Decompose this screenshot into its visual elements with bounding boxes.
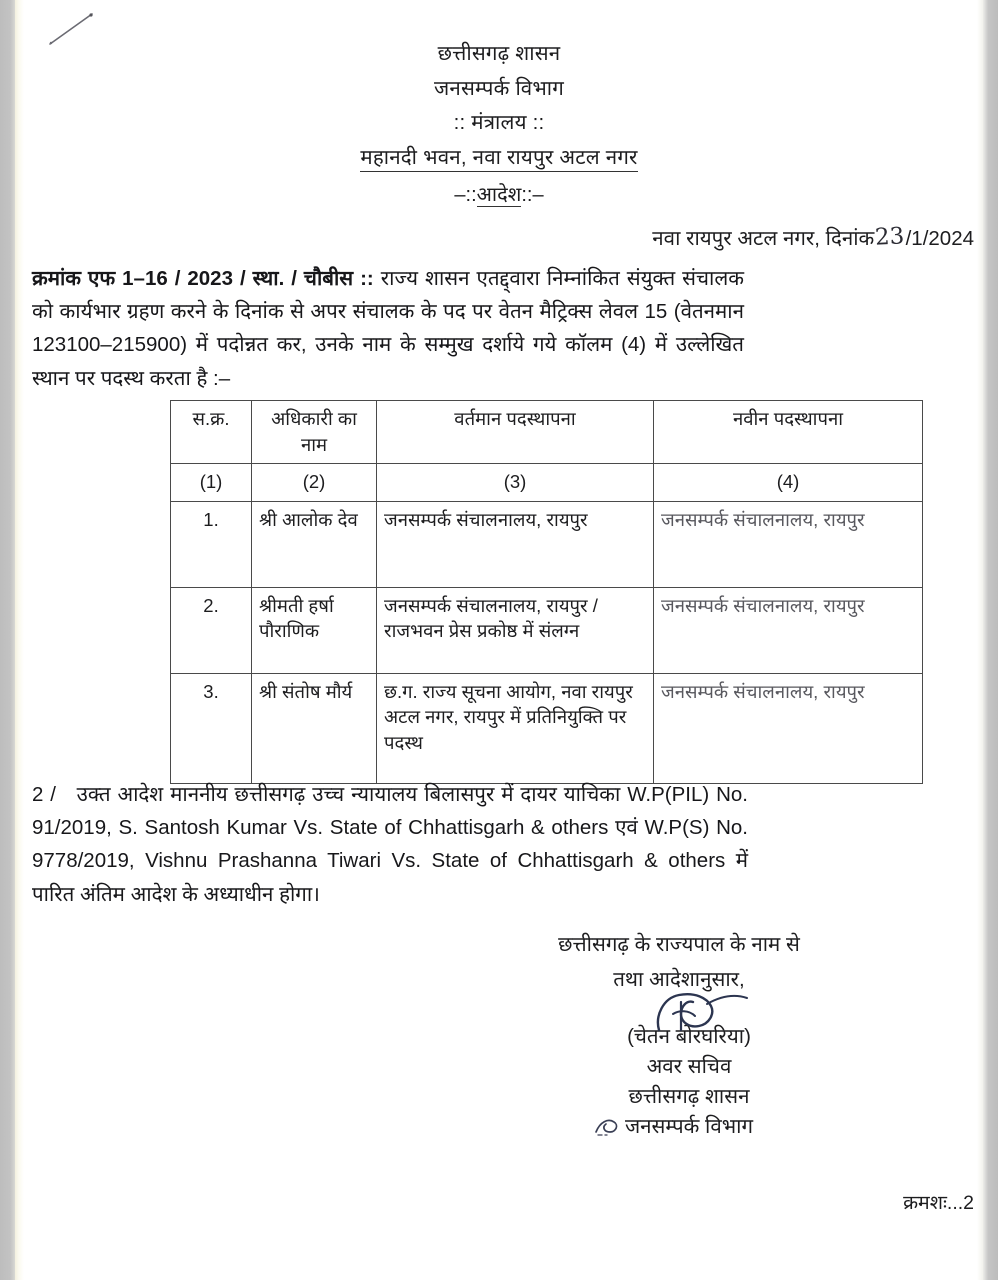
reference-paragraph [32, 262, 744, 395]
table-column-number-row [171, 464, 923, 502]
row-new-posting: जनसम्पर्क संचालनालय, रायपुर [654, 501, 923, 587]
row-serial: 3. [171, 673, 252, 783]
table-row [171, 587, 923, 673]
scan-page-fold-left [15, 0, 24, 1280]
page-continuation-note: क्रमशः...2 [903, 1192, 974, 1214]
clause-2-text: उक्त आदेश माननीय छत्तीसगढ़ उच्च न्यायालय बिलासपुर में दायर याचिका W.P(PIL) No. 91/2019, S. Santosh Kumar Vs. State of Chhattisgarh & others एवं W.P(S) No. 9778/2019, Vishnu Prashanna Tiwari Vs. State of Chhattisgarh & others में पारित अंतिम आदेश के अध्याधीन होगा। [32, 783, 748, 906]
order-heading-prefix: –:: [454, 184, 477, 206]
date-month: 1 [911, 227, 923, 250]
row-new-posting: जनसम्पर्क संचालनालय, रायपुर [654, 673, 923, 783]
table-row [171, 673, 923, 783]
table-header-new-posting: नवीन पदस्थापना [654, 401, 923, 464]
posting-table-wrapper [163, 400, 923, 784]
row-current-posting: जनसम्पर्क संचालनालय, रायपुर [377, 501, 654, 587]
order-heading-word: आदेश [476, 184, 522, 206]
date-year: 2024 [928, 227, 974, 250]
scan-page-fold-right [977, 0, 983, 1280]
column-number-1: (1) [171, 464, 252, 502]
row-officer-name: श्री आलोक देव [252, 501, 377, 587]
order-heading-suffix: ::– [521, 184, 544, 206]
scan-edge-right [983, 0, 998, 1280]
letterhead-line-department: जनसम्पर्क विभाग [433, 76, 565, 100]
table-row [171, 501, 923, 587]
column-number-4: (4) [654, 464, 923, 502]
reference-number: क्रमांक एफ 1–16 / 2023 / स्था. / चौबीस :: [32, 267, 374, 290]
clause-2-paragraph [32, 778, 748, 911]
letterhead-line-government: छत्तीसगढ़ शासन [437, 42, 561, 65]
scan-edge-left [0, 0, 15, 1280]
clause-2-number: 2 / [32, 783, 56, 806]
place-text: नवा रायपुर अटल नगर, दिनांक [652, 227, 875, 250]
row-current-posting: जनसम्पर्क संचालनालय, रायपुर / राजभवन प्रेस प्रकोष्ठ में संलग्न [377, 587, 654, 673]
row-officer-name: श्रीमती हर्षा पौराणिक [252, 587, 377, 673]
closing-line-2: तथा आदेशानुसार, [613, 967, 745, 991]
date-separator-2: / [922, 227, 929, 250]
place-and-date-line [24, 224, 998, 252]
letterhead [24, 44, 974, 168]
handwritten-initial-mark [592, 1114, 626, 1138]
document-body [24, 0, 974, 1280]
row-current-posting: छ.ग. राज्य सूचना आयोग, नवा रायपुर अटल नगर, रायपुर में प्रतिनियुक्ति पर पदस्थ [377, 673, 654, 783]
table-header-row [171, 401, 923, 464]
reference-body-text: राज्य शासन एतद्द्वारा निम्नांकित संयुक्त संचालक को कार्यभार ग्रहण करने के दिनांक से अपर संचालक के पद पर वेतन मैट्रिक्स लेवल 15 (वेतनमान 123100–215900) में पदोन्नत कर, उनके नाम के सम्मुख दर्शाये गये कॉलम (4) में उल्लेखित स्थान पर पदस्थ करता है :– [32, 267, 745, 390]
signatory-designation: अवर सचिव [646, 1054, 732, 1078]
column-number-2: (2) [252, 464, 377, 502]
letterhead-line-address [24, 145, 974, 169]
letterhead-address-text: महानदी भवन, नवा रायपुर अटल नगर [360, 146, 637, 172]
date-separator-1: / [905, 227, 912, 250]
order-heading [24, 180, 974, 207]
column-number-3: (3) [377, 464, 654, 502]
table-header-current-posting: वर्तमान पदस्थापना [377, 401, 654, 464]
row-serial: 1. [171, 501, 252, 587]
signature-block [494, 1022, 884, 1142]
signatory-government: छत्तीसगढ़ शासन [628, 1084, 750, 1108]
posting-table [170, 400, 923, 784]
signatory-department-line [494, 1112, 884, 1142]
row-new-posting: जनसम्पर्क संचालनालय, रायपुर [654, 587, 923, 673]
row-serial: 2. [171, 587, 252, 673]
signatory-name: (चेतन बोरघरिया) [627, 1025, 751, 1048]
signatory-department: जनसम्पर्क विभाग [624, 1114, 754, 1138]
closing-block [464, 930, 894, 996]
date-day-handwritten: 23 [874, 223, 906, 251]
table-header-officer-name: अधिकारी का नाम [252, 401, 377, 464]
letterhead-line-ministry: :: मंत्रालय :: [453, 111, 545, 134]
closing-line-1: छत्तीसगढ़ के राज्यपाल के नाम से [558, 933, 800, 956]
row-officer-name: श्री संतोष मौर्य [252, 673, 377, 783]
table-header-serial: स.क्र. [171, 401, 252, 464]
